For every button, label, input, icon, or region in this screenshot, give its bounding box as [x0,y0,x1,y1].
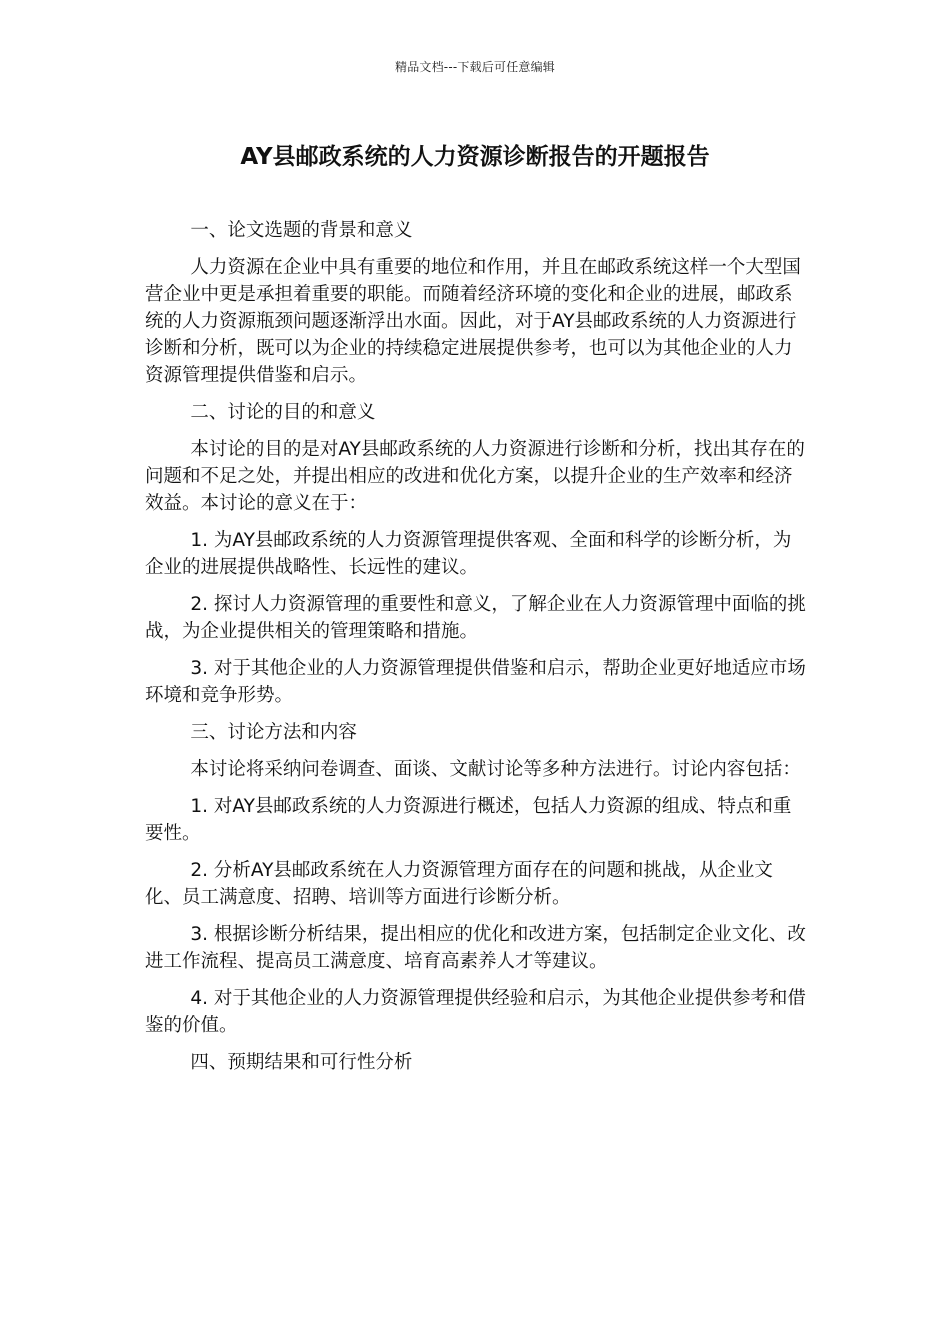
paragraph-method: 本讨论将采纳问卷调查、面谈、文献讨论等多种方法进行。讨论内容包括： [190,759,801,780]
list-item-purpose-1: 1. 为AY县邮政系统的人力资源管理提供客观、全面和科学的诊断分析，为企业的进展提供战略性、长远性的建议。 [145,530,792,578]
page-header: 精品文档---下载后可任意编辑 [395,60,555,74]
list-item-purpose-3: 3. 对于其他企业的人力资源管理提供借鉴和启示，帮助企业更好地适应市场环境和竞争形势。 [145,658,806,706]
section-heading-background: 一、论文选题的背景和意义 [190,220,413,241]
list-item-method-1: 1. 对AY县邮政系统的人力资源进行概述，包括人力资源的组成、特点和重要性。 [145,796,792,844]
paragraph-purpose: 本讨论的目的是对AY县邮政系统的人力资源进行诊断和分析，找出其存在的问题和不足之处，并提出相应的改进和优化方案，以提升企业的生产效率和经济效益。本讨论的意义在于： [145,439,805,514]
document-body [145,217,807,1086]
document-title: AY县邮政系统的人力资源诊断报告的开题报告 [240,144,710,170]
list-item-purpose-2: 2. 探讨人力资源管理的重要性和意义，了解企业在人力资源管理中面临的挑战，为企业提供相关的管理策略和措施。 [145,594,806,642]
section-heading-expected-results: 四、预期结果和可行性分析 [190,1052,413,1073]
section-heading-purpose: 二、讨论的目的和意义 [190,402,376,423]
list-item-method-4: 4. 对于其他企业的人力资源管理提供经验和启示，为其他企业提供参考和借鉴的价值。 [145,988,806,1036]
section-heading-method: 三、讨论方法和内容 [190,722,357,743]
list-item-method-3: 3. 根据诊断分析结果，提出相应的优化和改进方案，包括制定企业文化、改进工作流程、提高员工满意度、培育高素养人才等建议。 [145,924,806,972]
list-item-method-2: 2. 分析AY县邮政系统在人力资源管理方面存在的问题和挑战，从企业文化、员工满意度、招聘、培训等方面进行诊断分析。 [145,860,773,908]
paragraph-background: 人力资源在企业中具有重要的地位和作用，并且在邮政系统这样一个大型国营企业中更是承担着重要的职能。而随着经济环境的变化和企业的进展，邮政系统的人力资源瓶颈问题逐渐浮出水面。因此，对于AY县邮政系统的人力资源进行诊断和分析，既可以为企业的持续稳定进展提供参考，也可以为其他企业的人力资源管理提供借鉴和启示。 [145,257,801,386]
